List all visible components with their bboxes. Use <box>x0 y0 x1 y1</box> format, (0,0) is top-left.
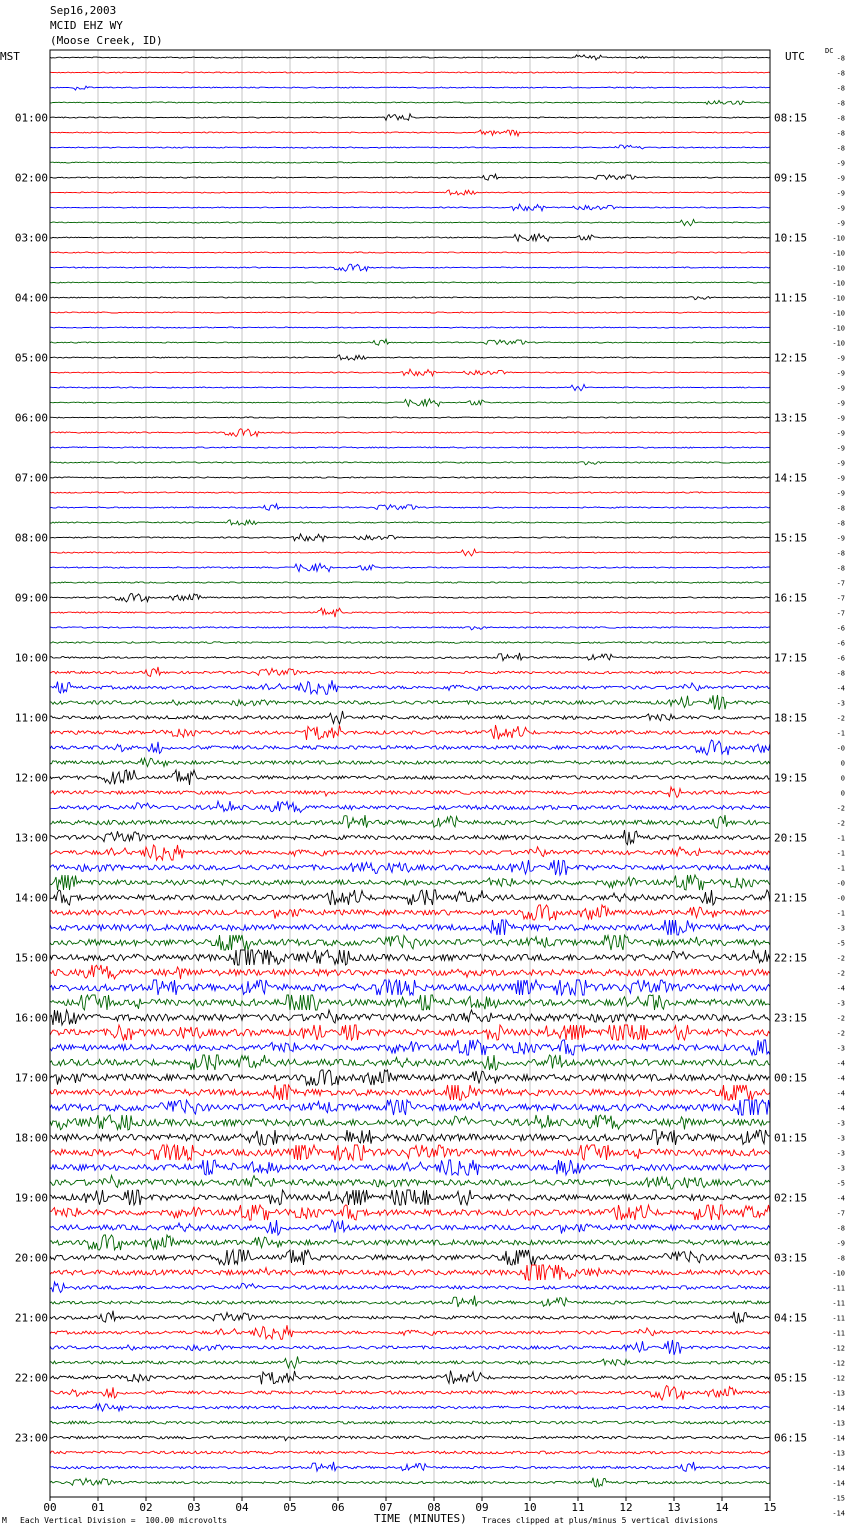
dc-offset-label: -3 <box>836 924 845 933</box>
dc-offset-label: -8 <box>836 84 845 93</box>
right-time-label: 15:15 <box>774 531 808 545</box>
x-tick-label: 05 <box>283 1501 297 1514</box>
dc-offset-label: -8 <box>836 504 845 513</box>
trace-row <box>50 1371 770 1385</box>
trace-row <box>50 447 770 448</box>
dc-offset-label: -9 <box>836 219 845 228</box>
dc-offset-label: -8 <box>836 549 845 558</box>
left-time-label: 22:00 <box>14 1371 48 1385</box>
dc-offset-label: -15 <box>832 1494 845 1503</box>
trace-row <box>50 608 770 617</box>
trace-row <box>50 593 770 602</box>
scale-note: Each Vertical Division = 100.00 microvolts <box>20 1516 228 1525</box>
dc-offset-label: -14 <box>832 1464 845 1473</box>
dc-offset-label: -13 <box>832 1389 845 1398</box>
trace-row <box>50 905 770 920</box>
x-tick-label: 15 <box>763 1501 777 1514</box>
dc-offset-label: -14 <box>832 1479 845 1488</box>
right-time-labels <box>774 112 807 1445</box>
dc-offset-label: -9 <box>836 534 845 543</box>
trace-row <box>50 711 770 724</box>
left-axis-label: MST <box>0 50 20 63</box>
dc-offset-label: -7 <box>836 594 845 603</box>
dc-offset-label: -10 <box>832 264 845 273</box>
dc-offset-label: -1 <box>836 834 845 843</box>
right-time-label: 04:15 <box>774 1311 808 1325</box>
x-tick-label: 11 <box>571 1501 585 1514</box>
trace-row <box>50 1145 770 1160</box>
trace-row <box>50 935 770 950</box>
right-time-label: 12:15 <box>774 351 808 365</box>
left-time-label: 02:00 <box>14 171 48 185</box>
dc-offset-label: -10 <box>832 234 845 243</box>
trace-row <box>50 1085 770 1100</box>
left-time-label: 12:00 <box>14 771 48 785</box>
dc-offset-label: -9 <box>836 459 845 468</box>
trace-row <box>50 770 770 785</box>
trace-row <box>50 462 770 465</box>
left-time-label: 03:00 <box>14 231 48 245</box>
trace-row <box>50 845 770 860</box>
dc-offset-label: -8 <box>836 564 845 573</box>
trace-row <box>50 860 770 875</box>
dc-offset-label: -3 <box>836 1134 845 1143</box>
trace-row <box>50 1115 770 1130</box>
left-time-label: 20:00 <box>14 1251 48 1265</box>
trace-row <box>50 477 770 478</box>
trace-row <box>50 1451 770 1454</box>
dc-offset-label: 0 <box>840 759 845 768</box>
left-time-label: 05:00 <box>14 351 48 365</box>
trace-row <box>50 1175 770 1189</box>
dc-offset-label: -9 <box>836 384 845 393</box>
dc-offset-label: -4 <box>836 1059 845 1068</box>
trace-group <box>50 55 770 1487</box>
dc-offset-label: -10 <box>832 294 845 303</box>
x-axis-title: TIME (MINUTES) <box>374 1512 467 1525</box>
dc-offset-labels <box>832 55 845 1518</box>
dc-offset-label: -11 <box>832 1299 845 1308</box>
dc-offset-label: -4 <box>836 1074 845 1083</box>
dc-offset-label: -6 <box>836 624 845 633</box>
trace-row <box>50 399 770 407</box>
trace-row <box>50 1010 770 1025</box>
left-time-label: 16:00 <box>14 1011 48 1025</box>
dc-offset-label: -2 <box>836 954 845 963</box>
dc-offset-label: -8 <box>836 129 845 138</box>
dc-offset-label: -1 <box>836 729 845 738</box>
dc-offset-label: -8 <box>836 69 845 78</box>
dc-offset-label: -14 <box>832 1509 845 1518</box>
trace-row <box>50 1040 770 1055</box>
left-time-label: 04:00 <box>14 291 48 305</box>
left-time-label: 18:00 <box>14 1131 48 1145</box>
trace-row <box>50 1404 770 1411</box>
right-axis-label: UTC <box>785 50 805 63</box>
dc-offset-label: -3 <box>836 1149 845 1158</box>
trace-row <box>50 86 770 90</box>
trace-row <box>50 758 770 766</box>
right-time-label: 19:15 <box>774 771 808 785</box>
trace-row <box>50 504 770 511</box>
right-time-label: 23:15 <box>774 1011 808 1025</box>
dc-offset-label: -10 <box>832 1269 845 1278</box>
trace-row <box>50 1357 770 1369</box>
trace-row <box>50 520 770 525</box>
dc-offset-label: -9 <box>836 369 845 378</box>
left-time-label: 13:00 <box>14 831 48 845</box>
left-time-label: 06:00 <box>14 411 48 425</box>
left-time-label: 15:00 <box>14 951 48 965</box>
dc-offset-label: -7 <box>836 1209 845 1218</box>
dc-offset-label: -3 <box>836 699 845 708</box>
trace-row <box>50 1462 770 1472</box>
x-tick-label: 06 <box>331 1501 345 1514</box>
trace-row <box>50 1160 770 1175</box>
trace-row <box>50 130 770 136</box>
trace-row <box>50 534 770 541</box>
trace-row <box>50 1386 770 1400</box>
x-tick-label: 12 <box>619 1501 633 1514</box>
left-time-label: 19:00 <box>14 1191 48 1205</box>
x-tick-label: 14 <box>715 1501 729 1514</box>
right-time-label: 05:15 <box>774 1371 808 1385</box>
x-tick-label: 03 <box>187 1501 201 1514</box>
trace-row <box>50 1250 770 1265</box>
trace-row <box>50 327 770 328</box>
dc-offset-label: -8 <box>836 1224 845 1233</box>
trace-row <box>50 55 770 60</box>
trace-row <box>50 264 770 271</box>
x-tick-label: 01 <box>91 1501 105 1514</box>
dc-offset-label: -9 <box>836 174 845 183</box>
trace-row <box>50 162 770 163</box>
dc-offset-label: -14 <box>832 1434 845 1443</box>
trace-row <box>50 695 770 710</box>
left-time-label: 01:00 <box>14 111 48 125</box>
trace-row <box>50 174 770 180</box>
right-time-label: 00:15 <box>774 1071 808 1085</box>
trace-row <box>50 297 770 300</box>
footer-left-mark: M <box>2 1516 7 1525</box>
dc-offset-label: -0 <box>836 894 845 903</box>
left-time-label: 23:00 <box>14 1431 48 1445</box>
right-time-label: 11:15 <box>774 291 808 305</box>
dc-offset-label: -2 <box>836 1029 845 1038</box>
trace-row <box>50 1296 770 1307</box>
dc-offset-label: -11 <box>832 1314 845 1323</box>
trace-row <box>50 1436 770 1441</box>
dc-offset-label: -1 <box>836 909 845 918</box>
x-tick-label: 13 <box>667 1501 681 1514</box>
trace-row <box>50 312 770 313</box>
trace-row <box>50 725 770 740</box>
trace-row <box>50 369 770 376</box>
x-tick-label: 10 <box>523 1501 537 1514</box>
right-time-label: 03:15 <box>774 1251 808 1265</box>
dc-offset-label: -10 <box>832 309 845 318</box>
trace-row <box>50 100 770 104</box>
trace-row <box>50 627 770 630</box>
trace-row <box>50 830 770 845</box>
trace-row <box>50 1282 770 1293</box>
dc-offset-label: -9 <box>836 429 845 438</box>
trace-row <box>50 1265 770 1280</box>
dc-offset-label: -4 <box>836 1194 845 1203</box>
clip-note: Traces clipped at plus/minus 5 vertical divisions <box>482 1516 719 1525</box>
dc-offset-label: -0 <box>836 744 845 753</box>
trace-row <box>50 429 770 437</box>
trace-row <box>50 980 770 995</box>
dc-offset-label: -8 <box>836 114 845 123</box>
dc-offset-label: -9 <box>836 414 845 423</box>
trace-row <box>50 815 770 828</box>
trace-row <box>50 1421 770 1424</box>
dc-offset-label: -3 <box>836 999 845 1008</box>
dc-offset-label: -10 <box>832 279 845 288</box>
dc-offset-label: -0 <box>836 879 845 888</box>
trace-row <box>50 995 770 1010</box>
trace-row <box>50 492 770 493</box>
x-tick-label: 04 <box>235 1501 249 1514</box>
dc-offset-label: -8 <box>836 54 845 63</box>
dc-offset-label: -1 <box>836 864 845 873</box>
trace-row <box>50 219 770 225</box>
x-tick-label: 02 <box>139 1501 153 1514</box>
trace-row <box>50 355 770 360</box>
dc-offset-label: 0 <box>840 774 845 783</box>
trace-row <box>50 252 770 253</box>
trace-row <box>50 890 770 905</box>
trace-row <box>50 1190 770 1205</box>
trace-row <box>50 72 770 73</box>
dc-offset-label: -2 <box>836 804 845 813</box>
dc-offset-label: -2 <box>836 1014 845 1023</box>
trace-row <box>50 1025 770 1040</box>
right-time-label: 06:15 <box>774 1431 808 1445</box>
trace-row <box>50 680 770 694</box>
trace-row <box>50 965 770 979</box>
dc-offset-label: -2 <box>836 714 845 723</box>
dc-offset-label: -5 <box>836 1179 845 1188</box>
x-tick-label: 07 <box>379 1501 393 1514</box>
trace-row <box>50 653 770 661</box>
right-time-label: 08:15 <box>774 111 808 125</box>
right-time-label: 18:15 <box>774 711 808 725</box>
trace-row <box>50 1235 770 1250</box>
dc-offset-label: -9 <box>836 489 845 498</box>
dc-offset-label: -4 <box>836 984 845 993</box>
header-location: (Moose Creek, ID) <box>50 34 163 47</box>
dc-offset-label: -13 <box>832 1419 845 1428</box>
trace-row <box>50 1205 770 1220</box>
dc-offset-label: -10 <box>832 249 845 258</box>
trace-row <box>50 1130 770 1145</box>
dc-offset-label: -13 <box>832 1449 845 1458</box>
dc-offset-label: -3 <box>836 1164 845 1173</box>
dc-offset-label: -5 <box>836 939 845 948</box>
left-time-label: 14:00 <box>14 891 48 905</box>
dc-offset-label: -6 <box>836 654 845 663</box>
x-tick-label: 08 <box>427 1501 441 1514</box>
dc-offset-label: -9 <box>836 444 845 453</box>
dc-offset-label: -11 <box>832 1329 845 1338</box>
right-time-label: 01:15 <box>774 1131 808 1145</box>
left-time-label: 07:00 <box>14 471 48 485</box>
trace-row <box>50 740 770 755</box>
dc-offset-label: -6 <box>836 639 845 648</box>
left-time-label: 09:00 <box>14 591 48 605</box>
trace-row <box>50 549 770 556</box>
dc-offset-label: -7 <box>836 609 845 618</box>
dc-offset-label: -4 <box>836 1089 845 1098</box>
right-time-label: 22:15 <box>774 951 808 965</box>
dc-offset-label: -2 <box>836 819 845 828</box>
left-time-labels <box>15 112 48 1445</box>
trace-row <box>50 1220 770 1235</box>
trace-row <box>50 145 770 149</box>
dc-offset-label: -14 <box>832 1404 845 1413</box>
left-time-label: 11:00 <box>14 711 48 725</box>
trace-row <box>50 234 770 242</box>
dc-offset-label: -9 <box>836 189 845 198</box>
trace-row <box>50 417 770 418</box>
trace-row <box>50 582 770 583</box>
trace-row <box>50 875 770 890</box>
right-time-label: 13:15 <box>774 411 808 425</box>
dc-offset-label: -9 <box>836 159 845 168</box>
trace-row <box>50 1478 770 1487</box>
x-tick-label: 09 <box>475 1501 489 1514</box>
left-time-label: 08:00 <box>14 531 48 545</box>
dc-offset-label: -8 <box>836 144 845 153</box>
trace-row <box>50 1070 770 1085</box>
trace-row <box>50 339 770 345</box>
dc-offset-label: -11 <box>832 1284 845 1293</box>
dc-offset-label: -9 <box>836 474 845 483</box>
trace-row <box>50 1100 770 1115</box>
dc-offset-label: -9 <box>836 1239 845 1248</box>
dc-offset-label: -8 <box>836 1254 845 1263</box>
dc-offset-label: -10 <box>832 339 845 348</box>
trace-row <box>50 563 770 571</box>
right-time-label: 21:15 <box>774 891 808 905</box>
dc-offset-label: -4 <box>836 1104 845 1113</box>
dc-offset-label: -9 <box>836 354 845 363</box>
dc-offset-label: -8 <box>836 669 845 678</box>
dc-offset-label: -3 <box>836 1044 845 1053</box>
trace-row <box>50 787 770 798</box>
dc-offset-label: -12 <box>832 1359 845 1368</box>
dc-offset-label: -3 <box>836 1119 845 1128</box>
left-time-label: 21:00 <box>14 1311 48 1325</box>
header-date: Sep16,2003 <box>50 4 117 17</box>
dc-offset-label: -7 <box>836 579 845 588</box>
right-time-label: 10:15 <box>774 231 808 245</box>
right-time-label: 09:15 <box>774 171 808 185</box>
trace-row <box>50 920 770 935</box>
dc-offset-label: 0 <box>840 789 845 798</box>
right-time-label: 20:15 <box>774 831 808 845</box>
dc-label: DC <box>825 47 834 55</box>
trace-row <box>50 1340 770 1355</box>
dc-offset-label: -9 <box>836 399 845 408</box>
dc-offset-label: -2 <box>836 969 845 978</box>
header-station: MCID EHZ WY <box>50 19 123 32</box>
trace-row <box>50 114 770 121</box>
dc-offset-label: -9 <box>836 204 845 213</box>
dc-offset-label: -12 <box>832 1374 845 1383</box>
dc-offset-label: -12 <box>832 1344 845 1353</box>
trace-row <box>50 204 770 211</box>
trace-row <box>50 642 770 644</box>
trace-row <box>50 1311 770 1323</box>
dc-offset-label: -10 <box>832 324 845 333</box>
right-time-label: 14:15 <box>774 471 808 485</box>
dc-offset-label: -4 <box>836 684 845 693</box>
dc-offset-label: -1 <box>836 849 845 858</box>
trace-row <box>50 1055 770 1070</box>
right-time-label: 16:15 <box>774 591 808 605</box>
dc-offset-label: -8 <box>836 519 845 528</box>
trace-row <box>50 667 770 677</box>
trace-row <box>50 950 770 965</box>
dc-offset-label: -8 <box>836 99 845 108</box>
right-time-label: 17:15 <box>774 651 808 665</box>
left-time-label: 10:00 <box>14 651 48 665</box>
trace-row <box>50 282 770 283</box>
trace-row <box>50 801 770 812</box>
x-tick-label: 00 <box>43 1501 57 1514</box>
trace-row <box>50 190 770 195</box>
right-time-label: 02:15 <box>774 1191 808 1205</box>
trace-row <box>50 384 770 390</box>
left-time-label: 17:00 <box>14 1071 48 1085</box>
trace-row <box>50 1325 770 1339</box>
